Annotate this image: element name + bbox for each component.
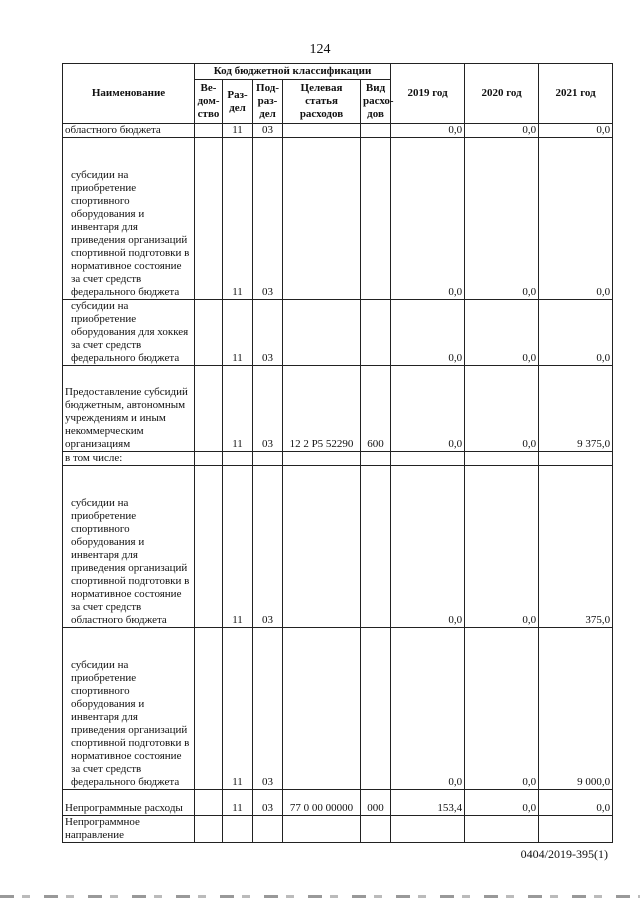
row-vedomstvo bbox=[195, 452, 223, 466]
table-row bbox=[63, 790, 613, 816]
table-row bbox=[63, 300, 613, 366]
row-expense-type: 600 bbox=[361, 366, 391, 452]
row-razdel bbox=[223, 452, 253, 466]
row-podrazdel: 03 bbox=[253, 300, 283, 366]
row-expense-type bbox=[361, 138, 391, 300]
row-2020-value bbox=[465, 816, 539, 843]
row-podrazdel: 03 bbox=[253, 628, 283, 790]
row-2020-value: 0,0 bbox=[465, 366, 539, 452]
header-razdel: Раз-дел bbox=[223, 80, 253, 124]
row-2021-value bbox=[539, 452, 613, 466]
row-vedomstvo bbox=[195, 628, 223, 790]
table-row bbox=[63, 124, 613, 138]
header-2021: 2021 год bbox=[539, 64, 613, 124]
row-name: субсидии на приобретение спортивного оборудования и инвентаря для приведения организаций спортивной подготовки в нормативное состояние за счет средств федерального бюджета bbox=[63, 138, 195, 300]
row-razdel: 11 bbox=[223, 628, 253, 790]
row-name: областного бюджета bbox=[63, 124, 195, 138]
row-podrazdel bbox=[253, 452, 283, 466]
row-2019-value: 153,4 bbox=[391, 790, 465, 816]
row-podrazdel: 03 bbox=[253, 466, 283, 628]
row-razdel bbox=[223, 816, 253, 843]
header-expense-type: Вид расхо-дов bbox=[361, 80, 391, 124]
row-target-article bbox=[283, 300, 361, 366]
row-name: субсидии на приобретение спортивного оборудования и инвентаря для приведения организаций спортивной подготовки в нормативное состояние за счет средств федерального бюджета bbox=[63, 628, 195, 790]
row-name: Предоставление субсидий бюджетным, автономным учреждениям и иным некоммерческим организациям bbox=[63, 366, 195, 452]
row-target-article: 77 0 00 00000 bbox=[283, 790, 361, 816]
row-2021-value: 0,0 bbox=[539, 124, 613, 138]
row-expense-type bbox=[361, 452, 391, 466]
row-podrazdel: 03 bbox=[253, 124, 283, 138]
budget-table bbox=[62, 63, 613, 843]
row-2021-value: 375,0 bbox=[539, 466, 613, 628]
row-podrazdel: 03 bbox=[253, 138, 283, 300]
table-header bbox=[63, 64, 613, 124]
row-2021-value: 9 375,0 bbox=[539, 366, 613, 452]
row-2021-value bbox=[539, 816, 613, 843]
row-razdel: 11 bbox=[223, 124, 253, 138]
document-code: 0404/2019-395(1) bbox=[520, 847, 608, 861]
row-2020-value: 0,0 bbox=[465, 628, 539, 790]
row-2021-value: 0,0 bbox=[539, 138, 613, 300]
row-2019-value bbox=[391, 816, 465, 843]
row-name: субсидии на приобретение оборудования для хоккея за счет средств федерального бюджета bbox=[63, 300, 195, 366]
row-2020-value: 0,0 bbox=[465, 124, 539, 138]
table-body bbox=[63, 124, 613, 843]
row-name: в том числе: bbox=[63, 452, 195, 466]
row-2020-value: 0,0 bbox=[465, 790, 539, 816]
header-classification-group: Код бюджетной классификации bbox=[195, 64, 391, 80]
row-vedomstvo bbox=[195, 790, 223, 816]
row-razdel: 11 bbox=[223, 466, 253, 628]
row-podrazdel: 03 bbox=[253, 790, 283, 816]
header-2020: 2020 год bbox=[465, 64, 539, 124]
row-target-article bbox=[283, 816, 361, 843]
table-row bbox=[63, 138, 613, 300]
row-target-article bbox=[283, 124, 361, 138]
row-2021-value: 9 000,0 bbox=[539, 628, 613, 790]
row-razdel: 11 bbox=[223, 138, 253, 300]
row-expense-type bbox=[361, 300, 391, 366]
row-2019-value bbox=[391, 452, 465, 466]
row-target-article bbox=[283, 138, 361, 300]
row-razdel: 11 bbox=[223, 790, 253, 816]
row-target-article bbox=[283, 452, 361, 466]
scan-edge-artifact bbox=[0, 895, 640, 898]
row-2020-value: 0,0 bbox=[465, 138, 539, 300]
row-2019-value: 0,0 bbox=[391, 138, 465, 300]
row-vedomstvo bbox=[195, 300, 223, 366]
row-expense-type bbox=[361, 628, 391, 790]
row-vedomstvo bbox=[195, 124, 223, 138]
row-razdel: 11 bbox=[223, 366, 253, 452]
row-podrazdel: 03 bbox=[253, 366, 283, 452]
row-2020-value: 0,0 bbox=[465, 300, 539, 366]
row-expense-type bbox=[361, 124, 391, 138]
header-vedomstvo: Ве-дом-ство bbox=[195, 80, 223, 124]
row-2021-value: 0,0 bbox=[539, 790, 613, 816]
row-vedomstvo bbox=[195, 138, 223, 300]
header-name: Наименование bbox=[63, 64, 195, 124]
row-2019-value: 0,0 bbox=[391, 366, 465, 452]
row-name: Непрограммные расходы bbox=[63, 790, 195, 816]
table-row bbox=[63, 816, 613, 843]
row-vedomstvo bbox=[195, 466, 223, 628]
table-row bbox=[63, 366, 613, 452]
row-expense-type bbox=[361, 816, 391, 843]
page-number: 124 bbox=[309, 42, 331, 57]
header-podrazdel: Под-раз-дел bbox=[253, 80, 283, 124]
row-2019-value: 0,0 bbox=[391, 300, 465, 366]
row-target-article bbox=[283, 466, 361, 628]
row-2019-value: 0,0 bbox=[391, 628, 465, 790]
row-target-article: 12 2 P5 52290 bbox=[283, 366, 361, 452]
row-2020-value: 0,0 bbox=[465, 466, 539, 628]
row-podrazdel bbox=[253, 816, 283, 843]
row-vedomstvo bbox=[195, 366, 223, 452]
row-expense-type: 000 bbox=[361, 790, 391, 816]
row-razdel: 11 bbox=[223, 300, 253, 366]
row-name: Непрограммное направление bbox=[63, 816, 195, 843]
row-2020-value bbox=[465, 452, 539, 466]
header-target-article: Целевая статья расходов bbox=[283, 80, 361, 124]
row-2019-value: 0,0 bbox=[391, 466, 465, 628]
table-row bbox=[63, 466, 613, 628]
row-vedomstvo bbox=[195, 816, 223, 843]
row-target-article bbox=[283, 628, 361, 790]
table-row bbox=[63, 452, 613, 466]
header-2019: 2019 год bbox=[391, 64, 465, 124]
row-expense-type bbox=[361, 466, 391, 628]
table-row bbox=[63, 628, 613, 790]
row-2021-value: 0,0 bbox=[539, 300, 613, 366]
row-name: субсидии на приобретение спортивного оборудования и инвентаря для приведения организаций спортивной подготовки в нормативное состояние за счет средств областного бюджета bbox=[63, 466, 195, 628]
row-2019-value: 0,0 bbox=[391, 124, 465, 138]
